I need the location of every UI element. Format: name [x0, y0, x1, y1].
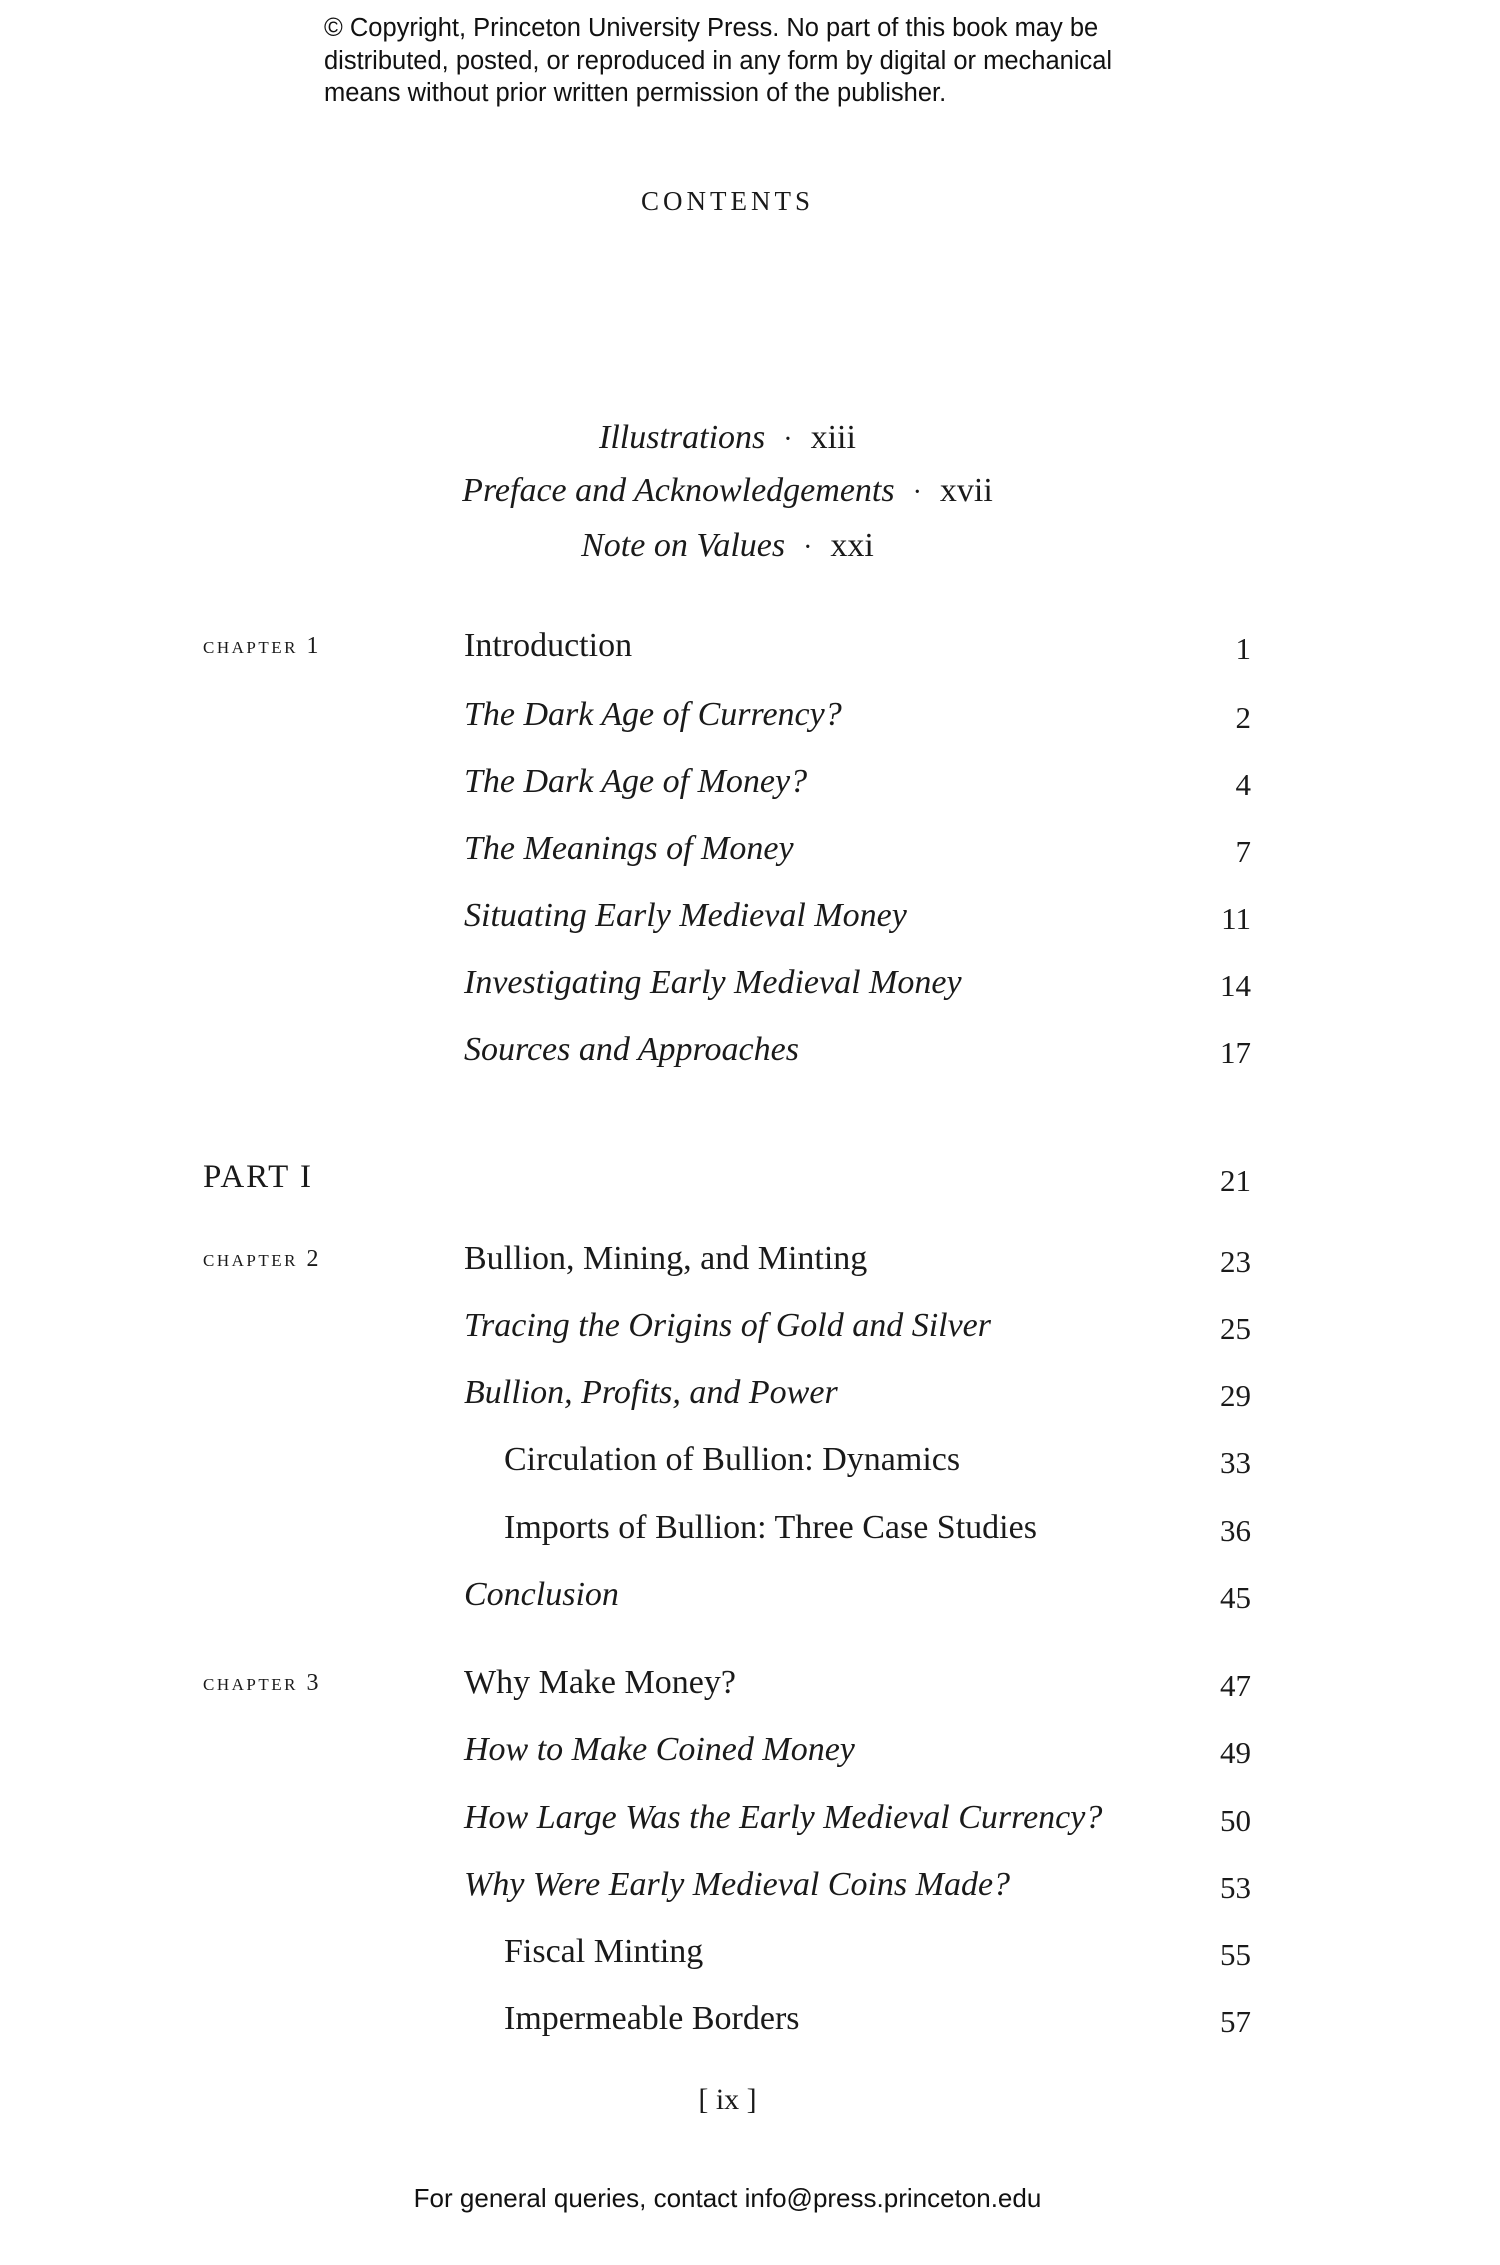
page-number: 57 — [1220, 2004, 1251, 2039]
footer-contact: For general queries, contact info@press.princeton.edu — [413, 2183, 1042, 2213]
separator-dot: · — [803, 532, 813, 563]
front-matter-entry — [0, 527, 1455, 565]
section-title: The Dark Age of Money? — [464, 763, 808, 800]
page-number: 25 — [1220, 1311, 1251, 1346]
page-number: 21 — [1220, 1163, 1251, 1198]
subsection-title: Circulation of Bullion: Dynamics — [504, 1441, 961, 1478]
page-number: 55 — [1220, 1937, 1251, 1972]
page-number: 29 — [1220, 1378, 1251, 1413]
page-number: 49 — [1220, 1735, 1251, 1770]
chapter-title: Introduction — [464, 627, 633, 664]
front-matter-entry — [0, 472, 1455, 510]
section-title: Situating Early Medieval Money — [464, 897, 907, 934]
page-number: 2 — [1235, 700, 1251, 735]
section-title: The Dark Age of Currency? — [464, 696, 842, 733]
page-number: 4 — [1235, 767, 1251, 802]
section-entry — [0, 1799, 1500, 1843]
subsection-entry — [0, 2000, 1500, 2044]
subsection-entry — [0, 1441, 1500, 1485]
section-entry — [0, 1031, 1500, 1075]
page-number: 7 — [1235, 834, 1251, 869]
section-title: Why Were Early Medieval Coins Made? — [464, 1866, 1011, 1903]
section-entry — [0, 830, 1500, 874]
chapter-label: chapter 2 — [203, 1246, 321, 1272]
subsection-entry — [0, 1933, 1500, 1977]
page-title: CONTENTS — [641, 186, 814, 216]
page-number: 17 — [1220, 1035, 1251, 1070]
part-label: PART I — [203, 1159, 313, 1195]
copyright-notice — [324, 12, 1224, 110]
section-entry — [0, 763, 1500, 807]
chapter-entry — [0, 627, 1500, 671]
page-number: 45 — [1220, 1580, 1251, 1615]
section-entry — [0, 964, 1500, 1008]
page-number: 23 — [1220, 1244, 1251, 1279]
subsection-entry — [0, 1509, 1500, 1553]
chapter-label: chapter 3 — [203, 1670, 321, 1696]
entry-page: xiii — [810, 419, 856, 456]
subsection-title: Imports of Bullion: Three Case Studies — [504, 1509, 1037, 1546]
section-entry — [0, 1866, 1500, 1910]
entry-page: xxi — [830, 527, 874, 564]
page-number: 11 — [1221, 901, 1251, 936]
section-title: Investigating Early Medieval Money — [464, 964, 962, 1001]
page-folio: [ ix ] — [698, 2083, 757, 2116]
chapter-title: Why Make Money? — [464, 1664, 736, 1701]
page-number: 1 — [1235, 631, 1251, 666]
entry-title: Note on Values — [581, 527, 786, 564]
subsection-title: Fiscal Minting — [504, 1933, 704, 1970]
section-title: Tracing the Origins of Gold and Silver — [464, 1307, 991, 1344]
section-entry — [0, 1307, 1500, 1351]
section-title: Sources and Approaches — [464, 1031, 799, 1068]
chapter-entry — [0, 1240, 1500, 1284]
part-entry — [0, 1159, 1500, 1203]
separator-dot: · — [783, 424, 793, 455]
section-entry — [0, 1576, 1500, 1620]
page-number: 47 — [1220, 1668, 1251, 1703]
section-title: Conclusion — [464, 1576, 619, 1613]
page-number: 14 — [1220, 968, 1251, 1003]
section-title: How to Make Coined Money — [464, 1731, 855, 1768]
copyright-line: distributed, posted, or reproduced in any form by digital or mechanical — [324, 46, 1113, 75]
entry-title: Illustrations — [599, 419, 766, 456]
section-entry — [0, 897, 1500, 941]
copyright-line: means without prior written permission of the publisher. — [324, 79, 947, 107]
page-number: 36 — [1220, 1513, 1251, 1548]
section-title: Bullion, Profits, and Power — [464, 1374, 838, 1411]
chapter-title: Bullion, Mining, and Minting — [464, 1240, 868, 1277]
page-number: 53 — [1220, 1870, 1251, 1905]
entry-page: xvii — [939, 472, 993, 509]
separator-dot: · — [912, 477, 922, 508]
section-entry — [0, 696, 1500, 740]
entry-title: Preface and Acknowledgements — [462, 472, 895, 509]
front-matter-entry — [0, 419, 1455, 457]
copyright-line: © Copyright, Princeton University Press. No part of this book may be — [324, 14, 1099, 42]
chapter-entry — [0, 1664, 1500, 1708]
section-title: The Meanings of Money — [464, 830, 794, 867]
chapter-label: chapter 1 — [203, 633, 321, 659]
subsection-title: Impermeable Borders — [504, 2000, 800, 2037]
section-title: How Large Was the Early Medieval Currency? — [464, 1799, 1103, 1836]
section-entry — [0, 1374, 1500, 1418]
page-number: 50 — [1220, 1803, 1251, 1838]
section-entry — [0, 1731, 1500, 1775]
page-number: 33 — [1220, 1445, 1251, 1480]
